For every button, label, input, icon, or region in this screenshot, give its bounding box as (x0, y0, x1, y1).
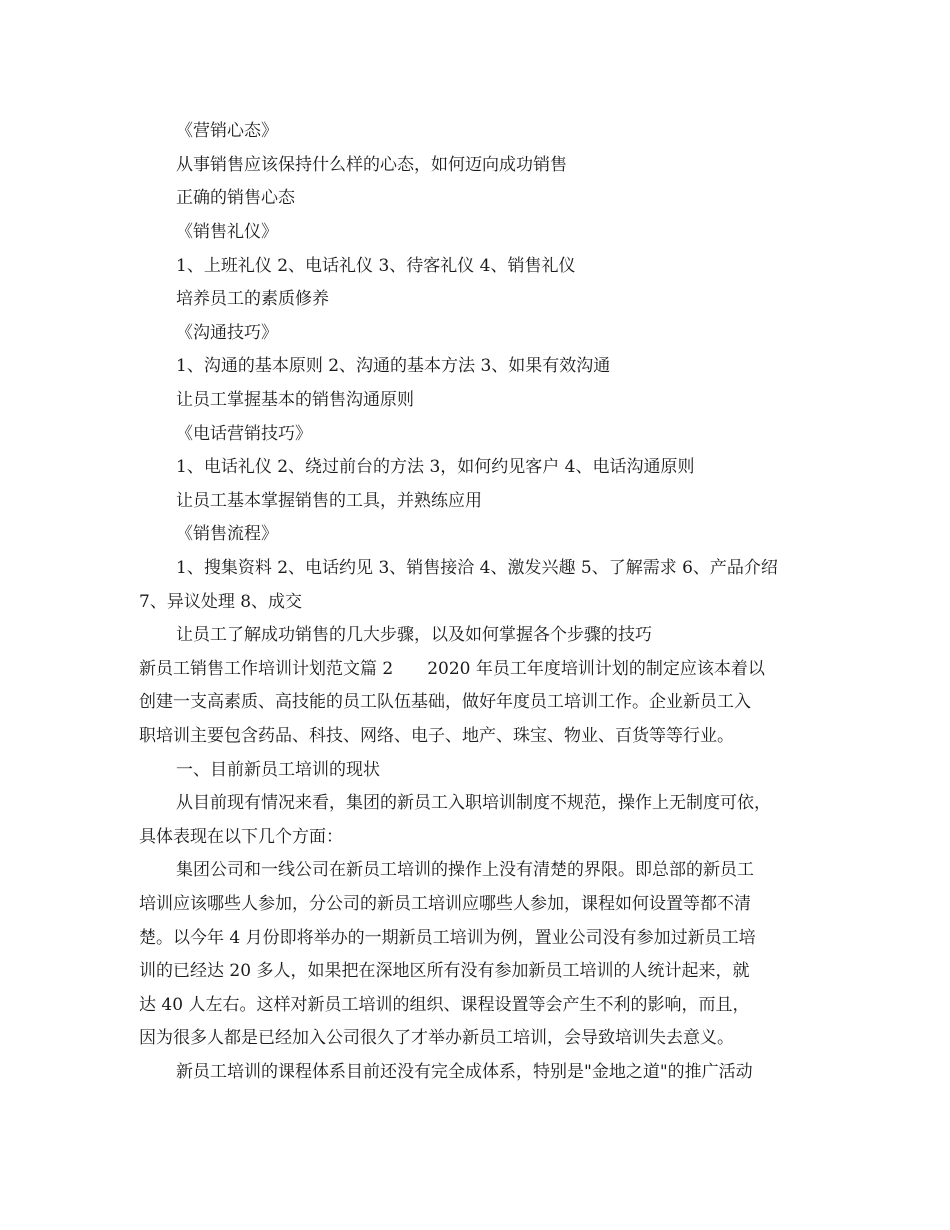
section-title-line: 新员工销售工作培训计划范文篇 2 2020 年员工年度培训计划的制定应该本着以 (139, 659, 765, 679)
text-line: 创建一支高素质、高技能的员工队伍基础，做好年度员工培训工作。企业新员工入 (139, 692, 751, 712)
text-line: 从目前现有情况来看，集团的新员工入职培训制度不规范，操作上无制度可依， (176, 793, 771, 813)
heading-marketing-mindset: 《营销心态》 (176, 121, 278, 141)
heading-sales-etiquette: 《销售礼仪》 (176, 222, 278, 242)
text-line: 1、上班礼仪 2、电话礼仪 3、待客礼仪 4、销售礼仪 (176, 256, 576, 276)
text-line: 让员工掌握基本的销售沟通原则 (176, 390, 414, 410)
text-line: 具体表现在以下几个方面： (139, 827, 343, 847)
heading-sales-process: 《销售流程》 (176, 524, 278, 544)
text-line: 集团公司和一线公司在新员工培训的操作上没有清楚的界限。即总部的新员工 (176, 860, 754, 880)
text-line: 培训应该哪些人参加，分公司的新员工培训应哪些人参加，课程如何设置等都不清 (139, 894, 751, 914)
text-line: 7、异议处理 8、成交 (139, 592, 303, 612)
text-line: 1、电话礼仪 2、绕过前台的方法 3，如何约见客户 4、电话沟通原则 (176, 457, 695, 477)
text-line: 达 40 人左右。这样对新员工培训的组织、课程设置等会产生不利的影响，而且， (139, 995, 750, 1015)
text-line: 新员工培训的课程体系目前还没有完全成体系，特别是"金地之道"的推广活动 (176, 1062, 753, 1082)
text-line: 训的已经达 20 多人，如果把在深地区所有没有参加新员工培训的人统计起来，就 (139, 961, 750, 981)
text-line: 从事销售应该保持什么样的心态，如何迈向成功销售 (176, 155, 567, 175)
text-line: 1、沟通的基本原则 2、沟通的基本方法 3、如果有效沟通 (176, 356, 611, 376)
text-line: 因为很多人都是已经加入公司很久了才举办新员工培训，会导致培训失去意义。 (139, 1028, 734, 1048)
text-line: 让员工基本掌握销售的工具，并熟练应用 (176, 491, 482, 511)
subheading-current-status: 一、目前新员工培训的现状 (176, 760, 380, 780)
heading-phone-marketing: 《电话营销技巧》 (176, 424, 312, 444)
text-line: 培养员工的素质修养 (176, 289, 329, 309)
text-line: 让员工了解成功销售的几大步骤，以及如何掌握各个步骤的技巧 (176, 625, 652, 645)
text-line: 职培训主要包含药品、科技、网络、电子、地产、珠宝、物业、百货等等行业。 (139, 726, 734, 746)
text-line: 正确的销售心态 (176, 188, 295, 208)
text-line: 1、搜集资料 2、电话约见 3、销售接洽 4、激发兴趣 5、了解需求 6、产品介绍 (176, 558, 778, 578)
heading-communication-skills: 《沟通技巧》 (176, 323, 278, 343)
text-line: 楚。以今年 4 月份即将举办的一期新员工培训为例，置业公司没有参加过新员工培 (139, 928, 756, 948)
